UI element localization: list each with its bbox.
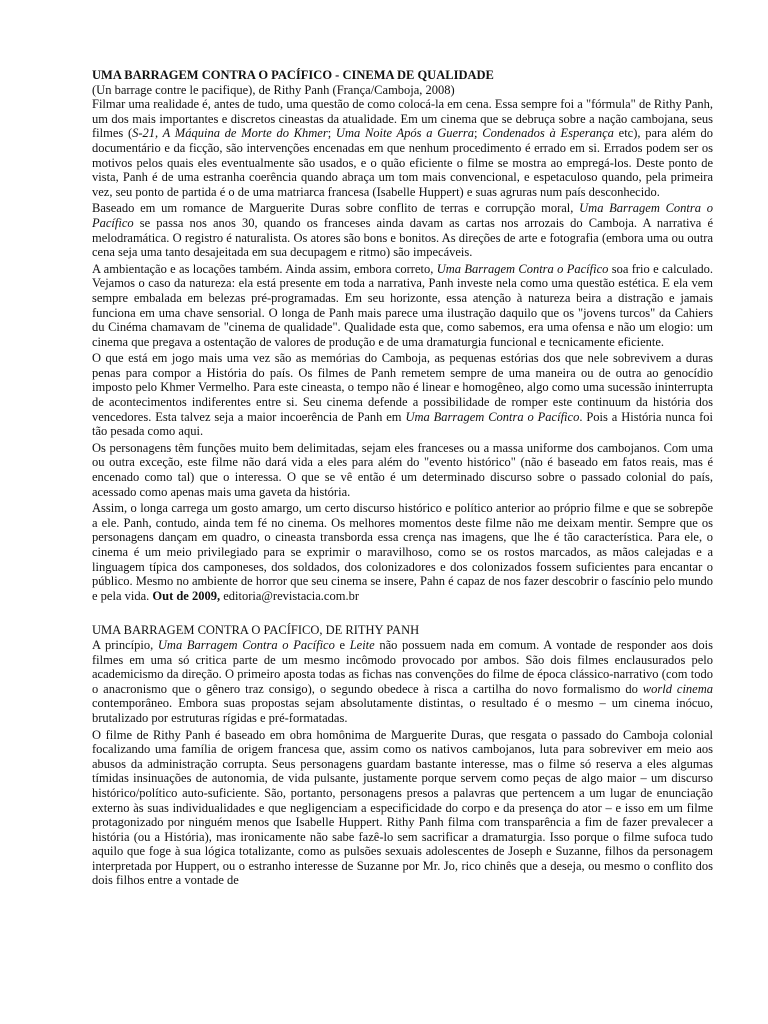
document-body [92, 68, 713, 890]
article-1-paragraph-4 [92, 351, 713, 439]
article-1-title: UMA BARRAGEM CONTRA O PACÍFICO - CINEMA DE QUALIDADE [92, 68, 494, 82]
text-run: O que está em jogo mais uma vez são as memórias do Camboja, as pequenas estórias dos que nele sobrevivem a duras penas para compor a História do país. Os filmes de Panh remetem sempre de uma maneira ou de outra ao genocídio imposto pelo Khmer Vermelho. Para este cineasta, o tempo não é linear e homogêneo, algo como uma sucessão ininterrupta de acontecimentos indiferentes entre si. Seu cinema defende a possibilidade de romper este continuum da história dos vencedores. Esta talvez seja a maior incoerência de Panh em [92, 351, 713, 424]
text-run: Baseado em um romance de Marguerite Duras sobre conflito de terras e corrupção moral, [92, 201, 580, 216]
text-run: se passa nos anos 30, quando os franceses ainda davam as cartas nos arrozais do Camboja. A narrativa é melodramática. O registro é naturalista. Os atores são bons e bonitos. As direções de arte e fotografia (embora uma ou outra cena seja uma tanto desajeitada em sua decupagem e ritmo) são impecáveis. [92, 215, 713, 260]
text-run: soa frio e calculado. Vejamos o caso da natureza: ela está presente em toda a narrativa, Panh investe nela como uma questão estética. E ela vem sempre embalada em belezas pré-programadas. Em seu horizonte, essa atenção à natureza beira a distração e jamais funciona em uma chave sensorial. O longa de Panh mais parece uma ilustração daquilo que os "jovens turcos" da Cahiers du Cinéma chamavam de "cinema de qualidade". Qualidade esta que, como sabemos, era uma ofensa e não um elogio: um cinema que pregava a ostentação de valores de produção e de uma dramaturgia funcional e tecnicamente eficiente. [92, 261, 713, 349]
italic-run: Uma Barragem Contra o Pacífico [92, 201, 714, 230]
text-run: O filme de Rithy Panh é baseado em obra homônima de Marguerite Duras, que resgata o passado do Camboja colonial focalizando uma família de origem francesa que, assim como os nativos cambojanos, luta para sobreviver em meio aos abusos da administração corrupta. Seus personagens guardam bastante interesse, mas o filme só reserva a eles algumas tímidas insinuações de autonomia, de vida pulsante, justamente porque servem como peças de algo maior – um discurso histórico/político auto-suficiente. São, portanto, personagens presos a palavras que pertencem a um lugar de enunciação externo às suas individualidades e que negligenciam a especificidade do corpo e da presença do ator – e isso em um filme protagonizado por ninguém menos que Isabelle Huppert. Rithy Panh filma com transparência a fim de fazer prevalecer a história (ou a História), mas ironicamente não sabe fazê-lo sem sacrificar a dramaturgia. Isso porque o filme sufoca tudo aquilo que foge à sua lógica totalizante, como as pulsões sexuais adolescentes de Joseph e Suzanne, filhos da personagem interpretada por Huppert, ou o estranho interesse de Suzanne por Mr. Jo, rico chinês que a deseja, ou mesmo o conflito dos dois filhos entre a vontade de [92, 727, 713, 888]
italic-run: world cinema [642, 681, 714, 696]
text-run: A princípio, [92, 637, 158, 652]
article-1-paragraph-6 [92, 501, 713, 603]
text-run: e [334, 637, 350, 652]
article-1-paragraph-5 [92, 441, 713, 499]
text-run: ; [474, 126, 483, 141]
text-run: Assim, o longa carrega um gosto amargo, um certo discurso histórico e político anterior ao próprio filme e que se sobrepõe a ele. Panh, contudo, ainda tem fé no cinema. Os melhores momentos deste filme não me deixam mentir. Sempre que os personagens dançam em quadro, o cineasta transborda essa crença nas imagens, que lhe é tão característica. Para ele, o cinema é um meio privilegiado para se exprimir o maravilhoso, como se os rostos marcados, as mãos calejadas e a linguagem típica dos camponeses, dos soldados, dos colonizadores e dos colonizados fossem suficientes para encantar o público. Mesmo no ambiente de horror que seu cinema se insere, Pahn é capaz de nos fazer descobrir o fascínio pelo mundo e pela vida. [92, 501, 713, 603]
article-2-title: UMA BARRAGEM CONTRA O PACÍFICO, DE RITHY PANH [92, 623, 420, 638]
text-run: editoria@revistacia.com.br [220, 588, 359, 603]
article-1-paragraph-1 [92, 97, 713, 199]
italic-run: Condenados à Esperança [482, 126, 614, 141]
text-run: não possuem nada em comum. A vontade de responder aos dois filmes em uma só critica parte de um mesmo incômodo provocado por ambos. São dois filmes enclausurados pelo academicismo da direção. O primeiro aposta todas as fichas nas convenções do filme de época clássico-narrativo (com todo o anacronismo que o gênero traz consigo), o segundo obedece à risca a cartilha do novo formalismo do [92, 637, 713, 696]
text-run: A ambientação e as locações também. Ainda assim, embora correto, [92, 261, 437, 276]
article-1-subtitle: (Un barrage contre le pacifique), de Rithy Panh (França/Camboja, 2008) [92, 82, 455, 97]
italic-run: Uma Noite Após a Guerra [335, 126, 475, 141]
text-run: contemporâneo. Embora suas propostas sejam absolutamente distintas, o resultado é o mesmo – um cinema inócuo, brutalizado por estruturas rígidas e pré-formatadas. [92, 696, 713, 725]
text-run: etc), para além do documentário e da ficção, são intervenções encenadas em que nenhum procedimento é errado em si. Errados podem ser os motivos pelos quais eles eventualmente são usados, e o quão eficiente o filme se mostra ao empregá-los. Deste ponto de vista, Panh é de uma estranha coerência quando abraça um tom mais convencional, e espetaculoso quando, pela primeira vez, seu ponto de partida é o de uma matriarca francesa (Isabelle Huppert) e suas agruras num país desconhecido. [92, 126, 713, 199]
text-run: Filmar uma realidade é, antes de tudo, uma questão de como colocá-la em cena. Essa sempre foi a "fórmula" de Rithy Panh, um dos mais importantes e discretos cineastas da atualidade. Em um cinema que se debruça sobre a nação cambojana, seus filmes ( [92, 97, 713, 141]
italic-run: Uma Barragem Contra o Pacífico [157, 637, 335, 652]
italic-run: Uma Barragem Contra o Pacífico [436, 261, 609, 276]
article-1-paragraph-2 [92, 201, 713, 259]
text-run: Os personagens têm funções muito bem delimitadas, sejam eles franceses ou a massa uniforme dos cambojanos. Com uma ou outra exceção, este filme não dará vida a eles para além do "evento histórico" (não é baseado em fatos reais, mas é encenado como tal) que o interessa. O que se vê então é um determinado discurso sobre o passado colonial do país, acessado como apenas mais uma gaveta da história. [92, 440, 713, 499]
article-2-paragraph-2 [92, 728, 713, 889]
text-run: ; [327, 126, 336, 141]
article-2-paragraph-1 [92, 638, 713, 726]
text-run: . Pois a História nunca foi tão pesada como aqui. [92, 409, 714, 439]
bold-run: Out de 2009, [152, 588, 221, 603]
article-1-paragraph-3 [92, 262, 713, 350]
italic-run: Uma Barragem Contra o Pacífico [405, 409, 580, 424]
italic-run: Leite [349, 637, 375, 652]
italic-run: S-21, A Máquina de Morte do Khmer [132, 126, 328, 141]
